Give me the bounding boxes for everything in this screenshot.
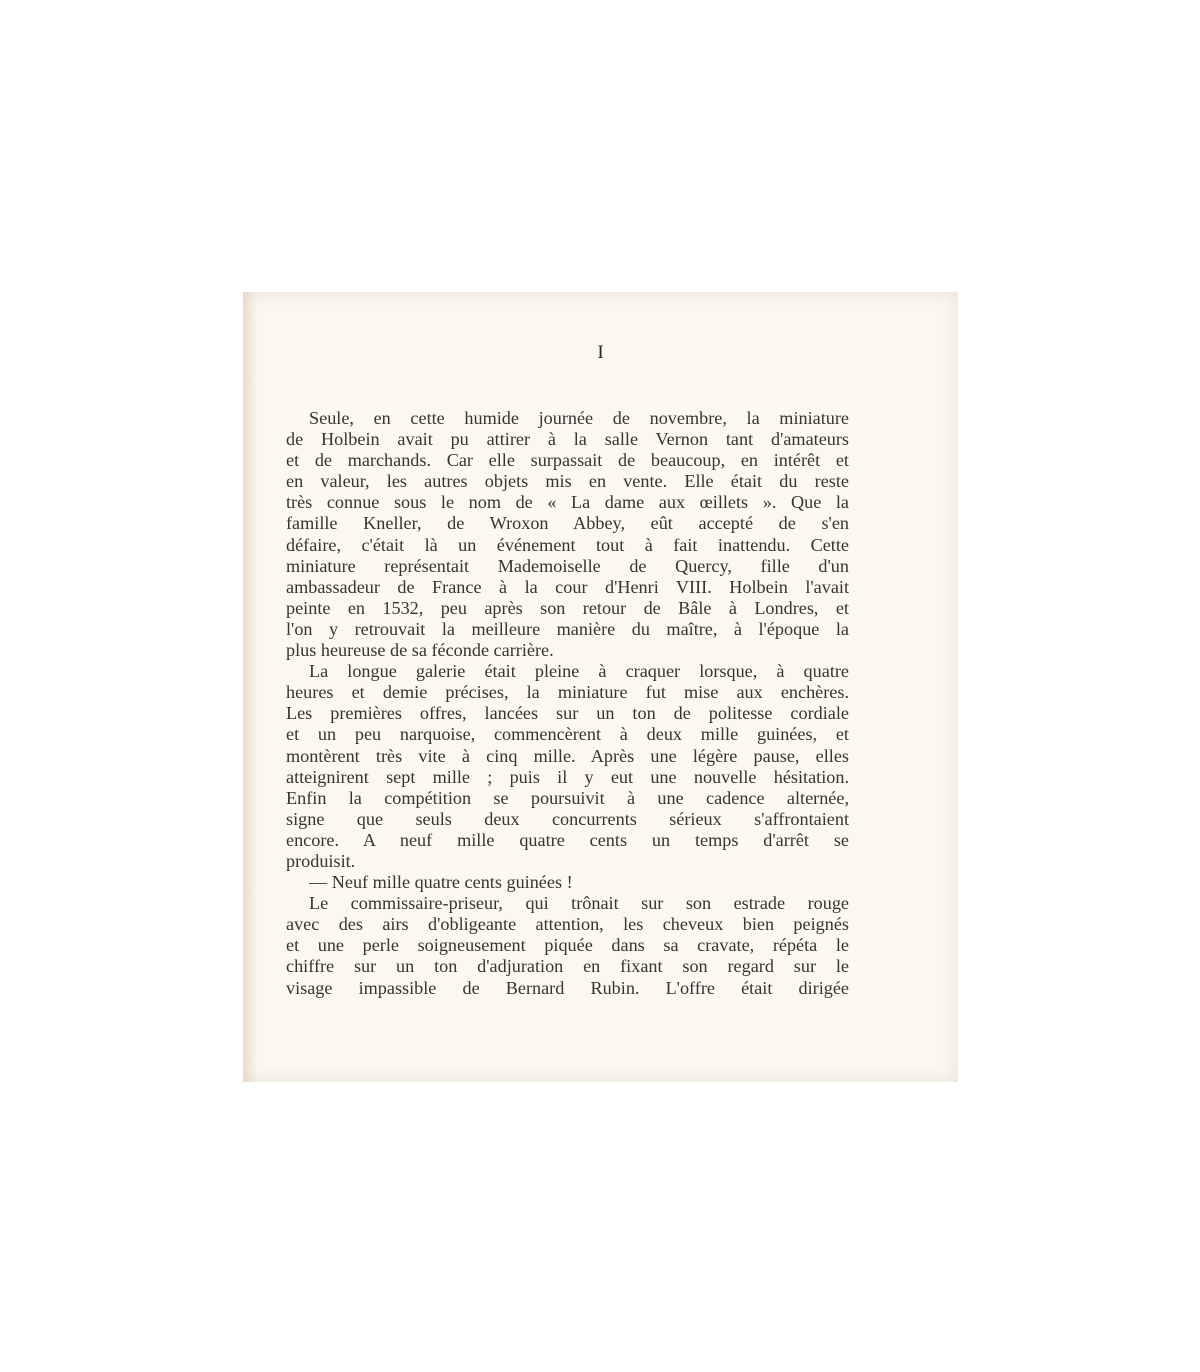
- text-line: peinte en 1532, peu après son retour de Bâle à Londres, et: [286, 597, 849, 618]
- text-line: et une perle soigneusement piquée dans sa cravate, répéta le: [286, 935, 849, 956]
- text-line: Le commissaire-priseur, qui trônait sur son estrade rouge: [309, 893, 849, 914]
- text-line: chiffre sur un ton d'adjuration en fixant son regard sur le: [286, 956, 849, 977]
- text-line: de Holbein avait pu attirer à la salle Vernon tant d'amateurs: [286, 429, 849, 450]
- text-line: très connue sous le nom de « La dame aux œillets ». Que la: [286, 492, 849, 513]
- text-line: famille Kneller, de Wroxon Abbey, eût accepté de s'en: [286, 513, 849, 534]
- text-line: plus heureuse de sa féconde carrière.: [286, 640, 554, 661]
- text-line: défaire, c'était là un événement tout à fait inattendu. Cette: [286, 534, 849, 555]
- text-line: heures et demie précises, la miniature fut mise aux enchères.: [286, 682, 849, 703]
- text-line: encore. A neuf mille quatre cents un temps d'arrêt se: [286, 829, 849, 850]
- dialogue-line: — Neuf mille quatre cents guinées !: [309, 872, 573, 893]
- text-line: atteignirent sept mille ; puis il y eut une nouvelle hésitation.: [286, 766, 849, 787]
- chapter-number: I: [597, 342, 604, 363]
- text-line: Enfin la compétition se poursuivit à une cadence alternée,: [286, 787, 849, 808]
- text-line: Seule, en cette humide journée de novembre, la miniature: [309, 408, 849, 428]
- text-line: et de marchands. Car elle surpassait de beaucoup, en intérêt et: [286, 450, 849, 471]
- chapter-text: [286, 408, 849, 999]
- text-line: l'on y retrouvait la meilleure manière du maître, à l'époque la: [286, 618, 849, 639]
- text-line: visage impassible de Bernard Rubin. L'offre était dirigée: [286, 977, 849, 998]
- text-line: miniature représentait Mademoiselle de Quercy, fille d'un: [286, 555, 849, 576]
- text-line: montèrent très vite à cinq mille. Après une légère pause, elles: [286, 745, 849, 766]
- text-line: signe que seuls deux concurrents sérieux s'affrontaient: [286, 808, 849, 829]
- book-page: [243, 292, 958, 1082]
- text-line: produisit.: [286, 850, 356, 871]
- text-line: La longue galerie était pleine à craquer lorsque, à quatre: [309, 661, 849, 682]
- text-line: avec des airs d'obligeante attention, les cheveux bien peignés: [286, 914, 849, 935]
- text-line: ambassadeur de France à la cour d'Henri VIII. Holbein l'avait: [286, 576, 849, 597]
- text-line: en valeur, les autres objets mis en vente. Elle était du reste: [286, 471, 849, 492]
- text-line: Les premières offres, lancées sur un ton de politesse cordiale: [286, 703, 849, 724]
- text-line: et un peu narquoise, commencèrent à deux mille guinées, et: [286, 724, 849, 745]
